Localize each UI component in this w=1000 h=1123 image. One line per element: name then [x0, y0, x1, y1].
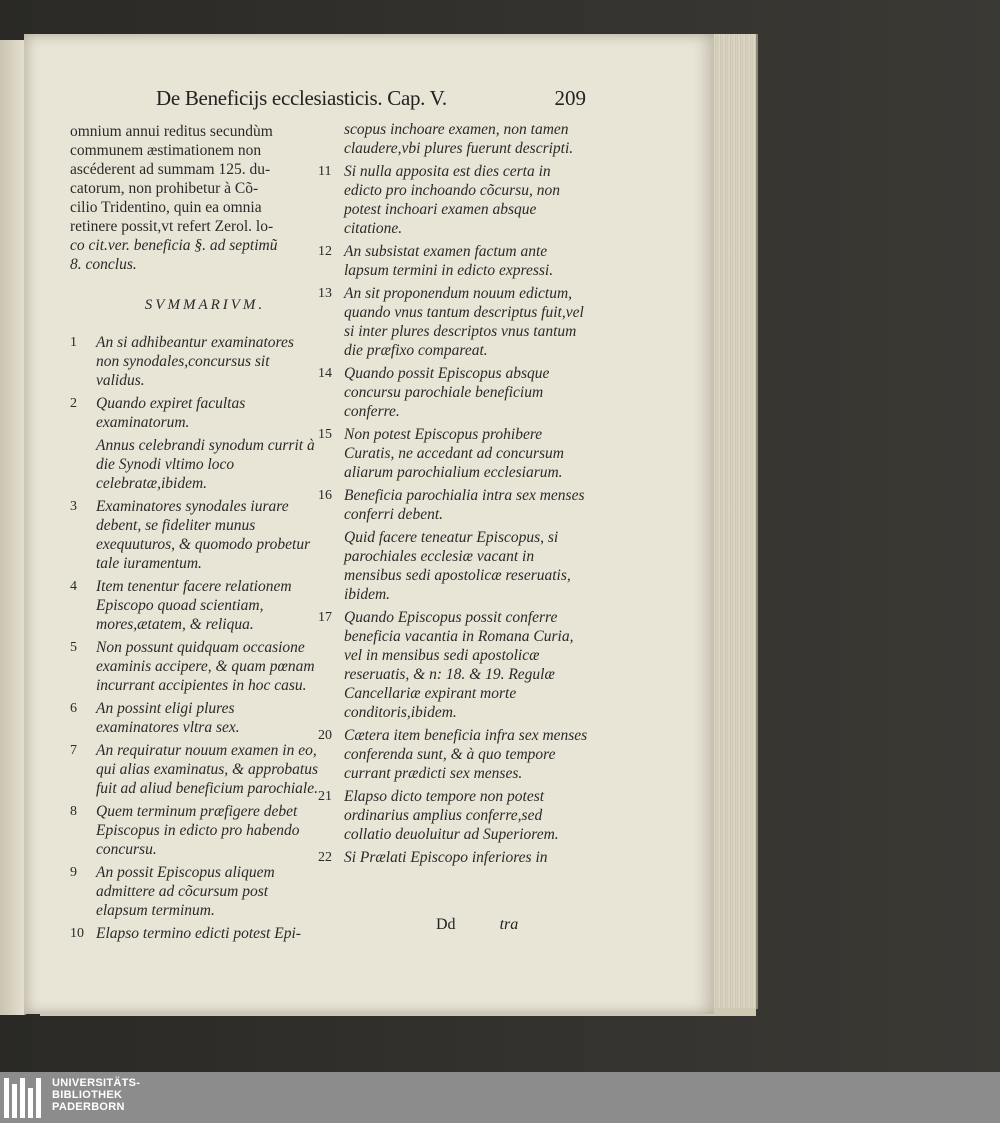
page-number: 209: [554, 86, 586, 110]
summary-entry: [70, 863, 320, 920]
summary-entry: [318, 848, 588, 867]
summary-entry: [70, 497, 320, 573]
entry-number: 12: [318, 244, 332, 259]
entry-text: Non potest Episcopus prohibere Curatis, ne accedant ad concursum aliarum parochialium ecclesiarum.: [344, 426, 564, 481]
entry-text: Annus celebrandi synodum currit à die Synodi vltimo loco celebratæ,ibidem.: [96, 437, 315, 492]
header-title: De Beneficijs ecclesiasticis. Cap. V.: [156, 86, 447, 110]
text-line: co cit.ver. beneficia §. ad septimũ: [70, 237, 278, 254]
summary-entry: [70, 741, 320, 798]
entry-text: Quem terminum præfigere debet Episcopus in edicto pro habendo concursu.: [96, 803, 300, 858]
summary-entry: [70, 802, 320, 859]
entry-number: 7: [70, 743, 77, 758]
entry-text: Quando expiret facultas examinatorum.: [96, 395, 246, 431]
summary-entry: [70, 436, 320, 493]
intro-paragraph: [70, 122, 320, 274]
summary-entry: [70, 638, 320, 695]
summary-entry: [318, 608, 588, 722]
entry-text: An requiratur nouum examen in eo, qui alias examinatus, & approbatus fuit ad aliud beneficium parochiale.: [96, 742, 319, 797]
entry-number: 20: [318, 728, 332, 743]
library-footer: [0, 1072, 1000, 1123]
text-line: cilio Tridentino, quin ea omnia: [70, 199, 262, 216]
entry-text: An subsistat examen factum ante lapsum termini in edicto expressi.: [344, 243, 554, 279]
left-column: [70, 122, 320, 947]
entry-text: Item tenentur facere relationem Episcopo quoad scientiam, mores,ætatem, & reliqua.: [96, 578, 292, 633]
right-column: [318, 120, 588, 871]
entry-number: 8: [70, 804, 77, 819]
entry-number: 16: [318, 488, 332, 503]
entry-number: 4: [70, 579, 77, 594]
entry-number: 1: [70, 335, 77, 350]
library-name-line: BIBLIOTHEK: [52, 1089, 123, 1101]
summary-entry: [318, 364, 588, 421]
entry-number: 3: [70, 499, 77, 514]
text-line: communem æstimationem non: [70, 142, 262, 159]
library-logo-icon: [4, 1078, 44, 1118]
summary-entry: [318, 242, 588, 280]
entry-number: [318, 528, 344, 604]
entry-number: 11: [318, 164, 332, 179]
library-name: [52, 1077, 140, 1113]
entry-text: Quando Episcopus possit conferre beneficia vacantia in Romana Curia, vel in mensibus sedi apostolicæ reseruatis, & n: 18. & 19. Regulæ Cancellariæ expirant morte conditoris,ibidem.: [344, 609, 574, 721]
summary-entry: [318, 162, 588, 238]
entry-text: Si Prælati Episcopo inferiores in: [344, 849, 548, 866]
entry-number: 22: [318, 850, 332, 865]
library-name-line: PADERBORN: [52, 1101, 125, 1113]
summary-entry: [70, 333, 320, 390]
entry-number: 5: [70, 640, 77, 655]
entry-number: 15: [318, 427, 332, 442]
entry-text: An possit Episcopus aliquem admittere ad cõcursum post elapsum terminum.: [96, 864, 275, 919]
summary-entry: [318, 486, 588, 524]
entry-number: 14: [318, 366, 332, 381]
left-page-edge: [0, 40, 26, 1015]
entry-number: 10: [70, 926, 84, 941]
entry-text: Quid facere teneatur Episcopus, si parochiales ecclesiæ vacant in mensibus sedi apostolicæ reseruatis, ibidem.: [344, 529, 571, 603]
running-header: [156, 86, 596, 114]
entry-text: Elapso dicto tempore non potest ordinarius amplius conferre,sed collatio deuoluitur ad Superiorem.: [344, 788, 559, 843]
text-line: ascéderent ad summam 125. du-: [70, 161, 271, 178]
summary-heading: SVMMARIVM.: [144, 297, 266, 313]
summary-entry: [70, 577, 320, 634]
entry-number: 6: [70, 701, 77, 716]
summary-entry: [70, 394, 320, 432]
entry-text: An possint eligi plures examinatores vltra sex.: [96, 700, 240, 736]
text-line: retinere possit,vt refert Zerol. lo-: [70, 218, 274, 235]
entry-text: Examinatores synodales iurare debent, se fideliter munus exequuturos, & quomodo probetur tale iuramentum.: [96, 498, 311, 572]
text-line: catorum, non prohibetur à Cõ-: [70, 180, 259, 197]
entry-text: scopus inchoare examen, non tamen claudere,vbi plures fuerunt descripti.: [344, 121, 574, 157]
summary-list-right: [318, 120, 588, 867]
summary-entry: [318, 726, 588, 783]
entry-number: 13: [318, 286, 332, 301]
entry-text: An si adhibeantur examinatores non synodales,concursus sit validus.: [96, 334, 294, 389]
entry-text: Non possunt quidquam occasione examinis accipere, & quam pœnam incurrant accipientes in hoc casu.: [96, 639, 315, 694]
summary-entry: [318, 120, 588, 158]
entry-text: Quando possit Episcopus absque concursu parochiale beneficium conferre.: [344, 365, 550, 420]
entry-text: Elapso termino edicti potest Epi-: [96, 925, 301, 942]
catchwords: [436, 916, 586, 934]
summary-entry: [70, 699, 320, 737]
entry-text: Beneficia parochialia intra sex menses conferri debent.: [344, 487, 585, 523]
entry-number: 9: [70, 865, 77, 880]
entry-number: 17: [318, 610, 332, 625]
text-line: omnium annui reditus secundùm: [70, 123, 273, 140]
entry-text: An sit proponendum nouum edictum, quando vnus tantum descriptus fuit,vel si inter plures descriptos vnus tantum die præfixo compareat.: [344, 285, 584, 359]
summary-entry: [318, 425, 588, 482]
library-name-line: UNIVERSITÄTS-: [52, 1077, 141, 1089]
text-line: 8. conclus.: [70, 256, 137, 273]
entry-text: Cætera item beneficia infra sex menses conferenda sunt, & à quo tempore currant prædicti sex menses.: [344, 727, 588, 782]
summary-entry: [70, 924, 320, 943]
entry-number: [70, 436, 96, 493]
catchword: tra: [499, 916, 519, 933]
signature-mark: Dd: [436, 916, 456, 933]
summary-list-left: [70, 333, 320, 943]
summary-entry: [318, 528, 588, 604]
entry-text: Si nulla apposita est dies certa in edicto pro inchoando cõcursu, non potest inchoari examen absque citatione.: [344, 163, 560, 237]
entry-number: 21: [318, 789, 332, 804]
entry-number: [318, 120, 344, 158]
summary-entry: [318, 787, 588, 844]
summary-entry: [318, 284, 588, 360]
entry-number: 2: [70, 396, 77, 411]
